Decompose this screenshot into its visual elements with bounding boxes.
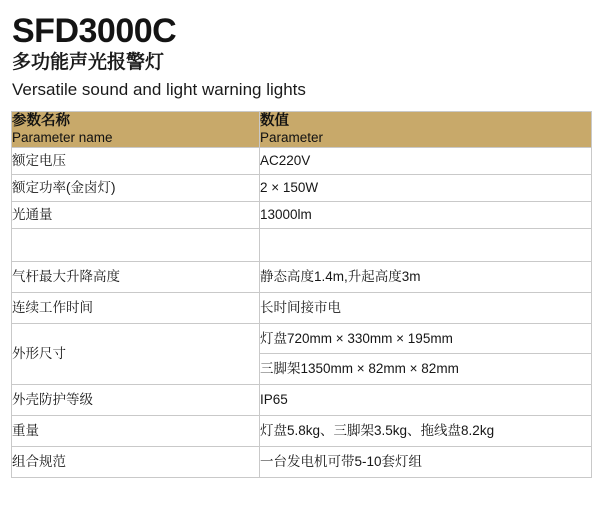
row-value: AC220V bbox=[260, 147, 592, 174]
row-value-line: 灯盘720mm × 330mm × 195mm bbox=[260, 330, 453, 346]
row-label: 组合规范 bbox=[12, 447, 260, 478]
row-value bbox=[260, 228, 592, 261]
row-value-line: 三脚架1350mm × 82mm × 82mm bbox=[260, 353, 591, 384]
column-header-parameter-name-cn: 参数名称 bbox=[12, 112, 70, 129]
row-label: 额定电压 bbox=[12, 147, 260, 174]
row-value: 长时间接市电 bbox=[260, 292, 592, 323]
table-row bbox=[12, 228, 592, 261]
row-value: 13000lm bbox=[260, 201, 592, 228]
page-subtitle-english: Versatile sound and light warning lights bbox=[12, 80, 306, 100]
column-header-parameter-value bbox=[260, 111, 592, 147]
row-value: 一台发电机可带5-10套灯组 bbox=[260, 447, 592, 478]
row-label: 气杆最大升降高度 bbox=[12, 261, 260, 292]
row-value: 静态高度1.4m,升起高度3m bbox=[260, 261, 592, 292]
column-header-parameter-name bbox=[12, 111, 260, 147]
table-row bbox=[12, 323, 592, 384]
table-row bbox=[12, 385, 592, 416]
table-body bbox=[12, 147, 592, 477]
column-header-parameter-value-cn: 数值 bbox=[260, 112, 289, 129]
table-row bbox=[12, 292, 592, 323]
page-title-model: SFD3000C bbox=[12, 12, 177, 50]
column-header-parameter-name-en: Parameter name bbox=[12, 130, 113, 145]
column-header-parameter-value-en: Parameter bbox=[260, 130, 324, 145]
row-label: 外壳防护等级 bbox=[12, 385, 260, 416]
row-value: IP65 bbox=[260, 385, 592, 416]
table-row bbox=[12, 416, 592, 447]
row-label bbox=[12, 228, 260, 261]
table-row bbox=[12, 261, 592, 292]
row-label: 光通量 bbox=[12, 201, 260, 228]
row-label: 连续工作时间 bbox=[12, 292, 260, 323]
row-value: 2 × 150W bbox=[260, 174, 592, 201]
table-row bbox=[12, 447, 592, 478]
table-row bbox=[12, 174, 592, 201]
specification-table bbox=[11, 111, 592, 478]
table-header-row bbox=[12, 111, 592, 147]
row-label: 外形尺寸 bbox=[12, 323, 260, 384]
row-value: 灯盘5.8kg、三脚架3.5kg、拖线盘8.2kg bbox=[260, 416, 592, 447]
row-label: 额定功率(金卤灯) bbox=[12, 174, 260, 201]
table-header bbox=[12, 111, 592, 147]
row-label: 重量 bbox=[12, 416, 260, 447]
page-subtitle-chinese: 多功能声光报警灯 bbox=[12, 51, 165, 73]
table-row bbox=[12, 201, 592, 228]
row-value-group bbox=[260, 323, 592, 384]
table-row bbox=[12, 147, 592, 174]
